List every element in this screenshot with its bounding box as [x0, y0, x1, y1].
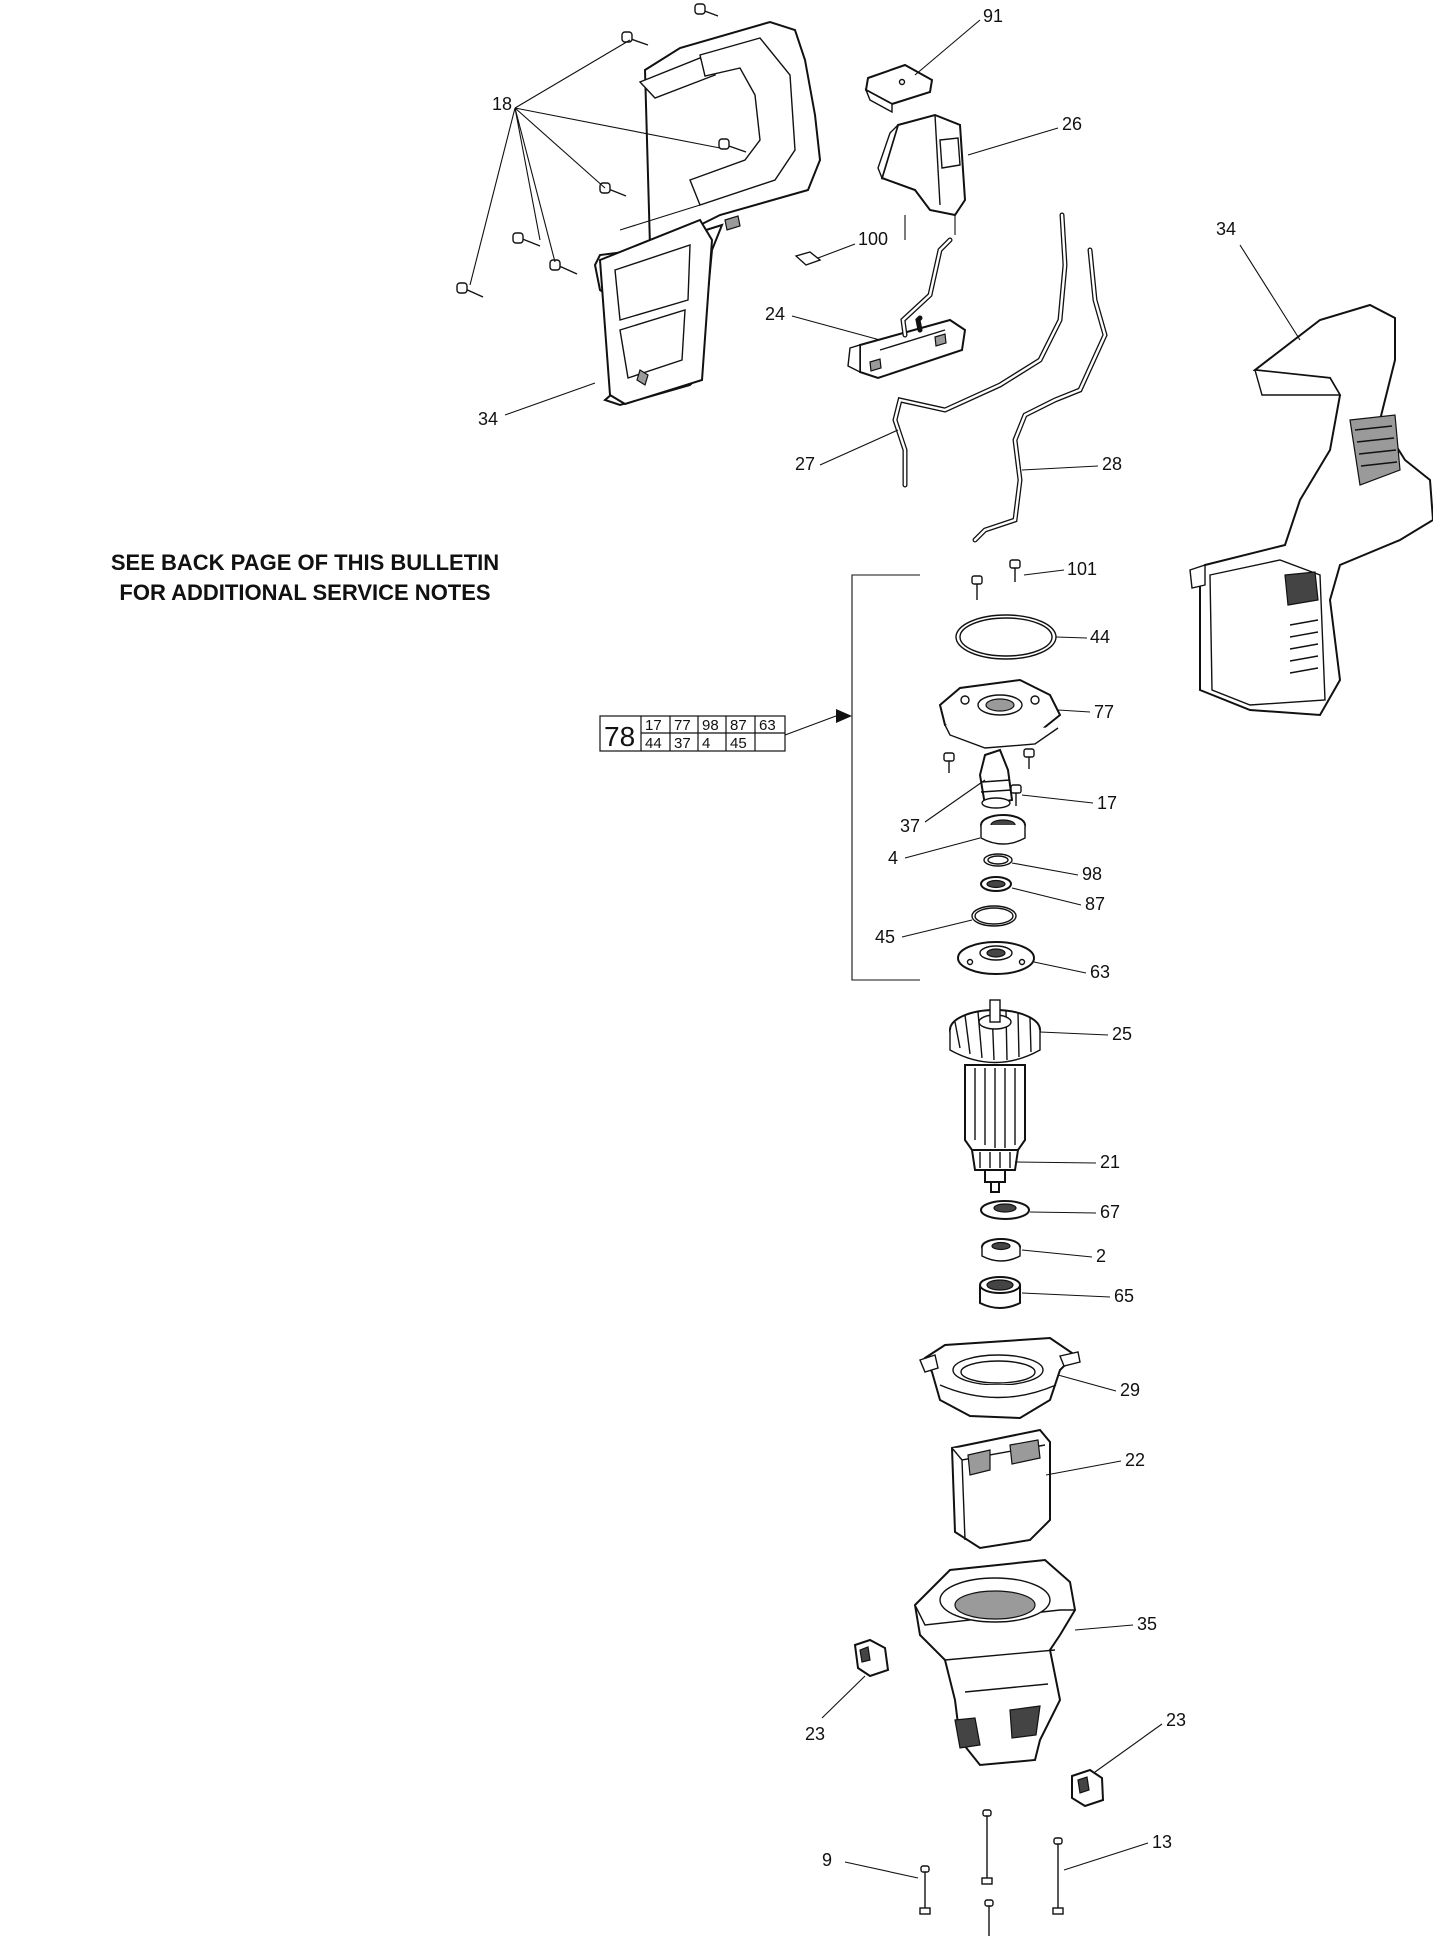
o-ring-icon	[984, 854, 1012, 866]
callout-18: 18	[492, 94, 513, 114]
callout-35: 35	[1137, 1614, 1158, 1634]
handle-half-right	[1190, 305, 1433, 715]
callout-26: 26	[1062, 114, 1083, 134]
brush-holder-right	[1072, 1770, 1103, 1806]
callout-45: 45	[875, 927, 896, 947]
service-note-line1: SEE BACK PAGE OF THIS BULLETIN	[110, 550, 500, 575]
o-ring-icon	[956, 615, 1056, 659]
bearing-icon	[981, 815, 1025, 844]
callout-98: 98	[1082, 864, 1103, 884]
bearing-sleeve	[980, 1277, 1020, 1308]
callout-34-left: 34	[478, 409, 499, 429]
switch	[878, 115, 965, 240]
kit-bracket	[785, 575, 920, 980]
callout-91: 91	[983, 6, 1004, 26]
brush-holder-left	[855, 1640, 888, 1676]
motor-housing	[915, 1560, 1075, 1765]
armature-fan	[950, 1000, 1040, 1063]
screw-icon	[972, 560, 1020, 600]
callout-34-right: 34	[1216, 219, 1237, 239]
lead-wire-28	[975, 250, 1105, 540]
kit-cell: 44	[645, 735, 662, 752]
kit-number: 78	[604, 721, 636, 752]
electronic-module	[848, 240, 965, 378]
callout-2: 2	[1096, 1246, 1107, 1266]
bearing-retainer	[958, 942, 1034, 974]
callout-101: 101	[1067, 559, 1098, 579]
bearing-plate	[940, 680, 1060, 748]
bearing-icon	[982, 1239, 1020, 1261]
kit-cell: 98	[702, 717, 719, 734]
kit-cell: 77	[674, 717, 691, 734]
callout-24: 24	[765, 304, 786, 324]
kit-cell: 87	[730, 717, 747, 734]
nozzle	[980, 750, 1012, 808]
callout-9: 9	[822, 1850, 833, 1870]
screw-icon	[920, 1810, 1063, 1936]
field	[952, 1430, 1050, 1548]
retaining-ring	[981, 877, 1011, 891]
callout-63: 63	[1090, 962, 1111, 982]
kit-table	[600, 716, 785, 752]
callout-65: 65	[1114, 1286, 1135, 1306]
kit-cell: 45	[730, 735, 747, 752]
kit-cell: 17	[645, 717, 662, 734]
kit-cell: 37	[674, 735, 691, 752]
callout-23-left: 23	[805, 1724, 826, 1744]
service-note	[60, 548, 550, 608]
bearing-icon	[981, 1201, 1029, 1219]
callout-77: 77	[1094, 702, 1115, 722]
callout-37: 37	[900, 816, 921, 836]
callout-4: 4	[888, 848, 899, 868]
callout-23-right: 23	[1166, 1710, 1187, 1730]
callout-44: 44	[1090, 627, 1111, 647]
callout-22: 22	[1125, 1450, 1146, 1470]
kit-cell: 4	[702, 735, 711, 752]
callout-25: 25	[1112, 1024, 1133, 1044]
callout-67: 67	[1100, 1202, 1121, 1222]
small-chip	[796, 252, 820, 265]
fan-baffle	[920, 1338, 1080, 1418]
callout-17: 17	[1097, 793, 1118, 813]
callout-21: 21	[1100, 1152, 1121, 1172]
o-ring-icon	[972, 906, 1016, 926]
kit-cell: 63	[759, 717, 776, 734]
handle-half-left	[595, 22, 820, 405]
switch-actuator	[866, 65, 932, 112]
callout-87: 87	[1085, 894, 1106, 914]
callout-27: 27	[795, 454, 816, 474]
callout-29: 29	[1120, 1380, 1141, 1400]
callout-13: 13	[1152, 1832, 1173, 1852]
armature	[965, 1065, 1025, 1192]
callout-100: 100	[858, 229, 889, 249]
service-note-line2: FOR ADDITIONAL SERVICE NOTES	[119, 580, 491, 605]
callout-28: 28	[1102, 454, 1123, 474]
